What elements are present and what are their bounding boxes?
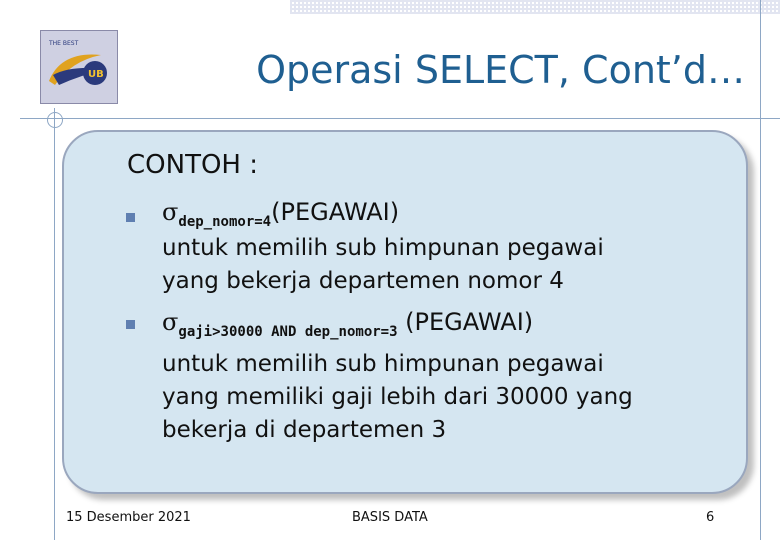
- bullet-square-icon: [126, 213, 135, 222]
- right-border-line: [760, 0, 761, 540]
- footer-date: 15 Desember 2021: [66, 510, 191, 525]
- select-formula-1: [162, 198, 399, 230]
- title-divider-line: [20, 118, 780, 119]
- logo-graphic: [41, 31, 117, 103]
- selection-condition: dep_nomor=4: [178, 214, 272, 230]
- footer-course: BASIS DATA: [352, 510, 428, 525]
- description-line: untuk memilih sub himpunan pegawai: [162, 351, 604, 377]
- crosshair-circle-icon: [47, 112, 63, 128]
- university-logo: [40, 30, 118, 104]
- relation-name: (PEGAWAI): [271, 198, 400, 226]
- formula-description-1: [162, 232, 604, 298]
- slide-title: Operasi SELECT, Cont’d…: [256, 48, 745, 92]
- relation-name: (PEGAWAI): [397, 308, 534, 336]
- selection-condition: gaji>30000 AND dep_nomor=3: [178, 324, 398, 340]
- header-dot-pattern: [290, 0, 780, 14]
- description-line: yang bekerja departemen nomor 4: [162, 268, 564, 294]
- select-formula-2: [162, 308, 533, 340]
- description-line: yang memiliki gaji lebih dari 30000 yang: [162, 384, 633, 410]
- description-line: untuk memilih sub himpunan pegawai: [162, 235, 604, 261]
- description-line: bekerja di departemen 3: [162, 417, 447, 443]
- sigma-symbol: σ: [162, 308, 179, 336]
- formula-description-2: [162, 348, 633, 447]
- footer-page-number: 6: [706, 510, 715, 525]
- content-heading: CONTOH :: [127, 150, 258, 180]
- bullet-square-icon: [126, 320, 135, 329]
- logo-tagline: THE BEST: [49, 40, 79, 47]
- left-vertical-guide: [54, 108, 55, 540]
- sigma-symbol: σ: [162, 198, 179, 226]
- logo-ub-text: UB: [88, 69, 104, 80]
